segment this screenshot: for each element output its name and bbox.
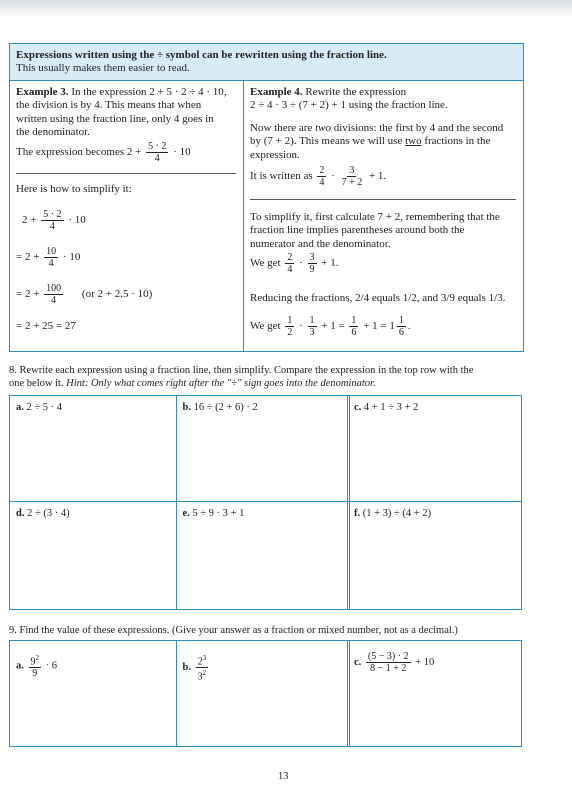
answer-cell-d[interactable]: d. 2 ÷ (3 · 4) xyxy=(9,501,177,611)
divider xyxy=(16,173,236,174)
reduce-text: Reducing the fractions, 2/4 equals 1/2, and 3/9 equals 1/3. xyxy=(250,292,506,304)
page-top-shade xyxy=(0,0,572,18)
step-1: 2 + $\frac{5 \cdot 2}{4}$ · 10 xyxy=(22,209,86,232)
question-9-prompt: 9. Find the value of these expressions. (Give your answer as a fraction or mixed number, not as a decimal.) xyxy=(9,625,458,636)
written-as: It is written as $\frac{2}{4}$ · $\frac{3}{7 + 2}$ + 1. xyxy=(250,165,387,188)
answer-cell-e[interactable]: e. 5 ÷ 9 · 3 + 1 xyxy=(176,501,351,611)
answer-cell-b[interactable]: b. 16 ÷ (2 + 6) · 2 xyxy=(176,395,351,502)
example-3-box: Example 3. In the expression 2 + 5 · 2 ÷ 4 · 10, the division is by 4. This means that when written using the fraction line, only 4 goes in the denominator. The expression becomes 2 + $\frac{5 \cdot 2}{4}$ · 10 Here is how to simplify it: 2 + $\frac{5 \cdot 2}{4}$ · 10 = 2 + $\frac{10}{4}$ · 10 = 2 + $\frac{100}{4}$ (or 2 + 2.5 · 10) = 2 + 25 = 27 xyxy=(9,80,244,352)
question-9-grid xyxy=(9,640,522,747)
page-number: 13 xyxy=(278,771,289,782)
example-3-label: Example 3. xyxy=(16,86,69,98)
question-8-prompt: 8. Rewrite each expression using a fraction line, then simplify. Compare the expression in the top row with the one below it. Hint: Only what comes right after the "÷" sign goes into the denominator. xyxy=(9,365,474,389)
info-header-box xyxy=(9,43,524,81)
answer-cell-c[interactable]: c. 4 + 1 ÷ 3 + 2 xyxy=(347,395,522,502)
divider xyxy=(250,199,516,200)
header-subtitle: This usually makes them easier to read. xyxy=(16,62,190,75)
answer-cell-9b[interactable]: b. $\frac{2^3}{3^2}$ xyxy=(176,640,351,747)
answer-cell-f[interactable]: f. (1 + 3) ÷ (4 + 2) xyxy=(347,501,522,611)
step-3: = 2 + $\frac{100}{4}$ (or 2 + 2.5 · 10) xyxy=(16,283,153,306)
step-4: = 2 + 25 = 27 xyxy=(16,320,76,332)
answer-cell-9a[interactable]: a. $\frac{9^2}{9}$ · 6 xyxy=(9,640,177,747)
answer-cell-a[interactable]: a. 2 ÷ 5 · 4 xyxy=(9,395,177,502)
howto-text: Here is how to simplify it: xyxy=(16,183,132,195)
example-4-para2: To simplify it, first calculate 7 + 2, remembering that the fraction line implies parentheses around both the numerator and the denominator. xyxy=(250,211,500,250)
step-2: = 2 + $\frac{10}{4}$ · 10 xyxy=(16,246,81,269)
header-title: Expressions written using the ÷ symbol can be rewritten using the fraction line. xyxy=(16,49,387,61)
example-4-label: Example 4. xyxy=(250,86,303,98)
answer-cell-9c[interactable]: c. $\frac{(5 - 3) \cdot 2}{8 - 1 + 2}$ + 10 xyxy=(347,640,522,747)
we-get-1: We get $\frac{2}{4}$ · $\frac{3}{9}$ + 1. xyxy=(250,252,339,275)
question-8-grid xyxy=(9,395,522,610)
example-4-box: Example 4. Rewrite the expression 2 ÷ 4 · 3 ÷ (7 + 2) + 1 using the fraction line. Now there are two divisions: the first by 4 and the second by (7 + 2). This means we will use two fractions in the expression. It is written as $\frac{2}{4}$ · $\frac{3}{7 + 2}$ + 1. To simplify it, first calculate 7 + 2, remembering that the fraction line implies parentheses around both the numerator and the denominator. We get $\frac{2}{4}$ · $\frac{3}{9}$ + 1. Reducing the fractions, 2/4 equals 1/2, and 3/9 equals 1/3. We get $\frac{1}{2}$ · $\frac{1}{3}$ + 1 = $\frac{1}{6}$ + 1 = 1 $\frac{1}{6}$ . xyxy=(243,80,524,352)
example-3-becomes: The expression becomes 2 + $\frac{5 \cdot 2}{4}$ · 10 xyxy=(16,141,191,164)
example-4-para1: Now there are two divisions: the first by 4 and the second by (7 + 2). This means we will use two fractions in the expression. xyxy=(250,122,504,161)
we-get-2: We get $\frac{1}{2}$ · $\frac{1}{3}$ + 1 = $\frac{1}{6}$ + 1 = 1 $\frac{1}{6}$ . xyxy=(250,315,411,338)
